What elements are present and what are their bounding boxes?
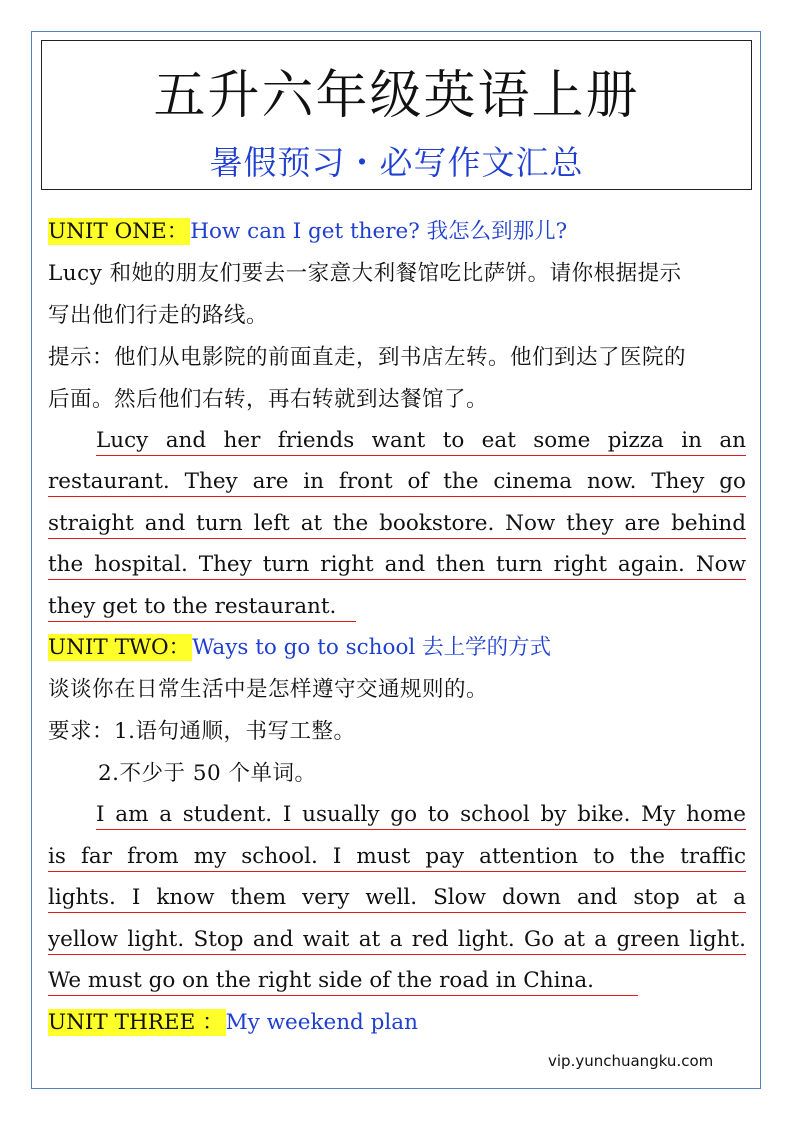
unit-two-prompt-line: 要求：1.语句通顺，书写工整。 [48,719,356,744]
page-subtitle: 暑假预习・必写作文汇总 [209,143,584,182]
page-title: 五升六年级英语上册 [153,66,640,126]
writing-rule [48,538,746,539]
writing-rule [48,954,746,955]
unit-two-essay-line: I am a student. I usually go to school by bike. My home [96,802,746,827]
unit-one-essay-line: the hospital. They turn right and then turn right again. Now [48,552,746,577]
unit-one-badge: UNIT ONE： [48,219,189,244]
writing-rule [96,455,746,456]
unit-one-prompt-line: 提示：他们从电影院的前面直走，到书店左转。他们到达了医院的 [48,345,687,370]
unit-two-prompt-line: 谈谈你在日常生活中是怎样遵守交通规则的。 [48,677,489,702]
unit-one-essay-line: Lucy and her friends want to eat some pizza in an [96,428,746,453]
watermark-url: vip.yunchuangku.com [548,1052,714,1070]
writing-rule [96,829,746,830]
unit-three-title: My weekend plan [225,1010,418,1035]
unit-three-heading-row [48,1008,746,1038]
unit-one-essay-line: straight and turn left at the bookstore. Now they are behind [48,511,746,536]
unit-two-badge: UNIT TWO： [48,635,191,660]
unit-one-essay-line: they get to the restaurant. [48,594,337,619]
title-box [41,40,752,190]
writing-rule [48,871,746,872]
unit-one-heading-row [48,217,746,247]
unit-one-prompt-line: 后面。然后他们右转，再右转就到达餐馆了。 [48,387,489,412]
unit-two-prompt-line: 2.不少于 50 个单词。 [98,761,317,786]
unit-two-title: Ways to go to school 去上学的方式 [192,635,552,660]
unit-two-essay-line: yellow light. Stop and wait at a red light. Go at a green light. [48,927,746,952]
writing-rule [48,579,746,580]
unit-two-heading-row [48,633,746,663]
unit-two-essay-line: We must go on the right side of the road in China. [48,968,594,993]
unit-one-essay-line: restaurant. They are in front of the cinema now. They go [48,469,746,494]
unit-three-badge: UNIT THREE ： [48,1010,224,1035]
unit-two-essay-line: is far from my school. I must pay attention to the traffic [48,844,746,869]
writing-rule [48,496,746,497]
unit-one-prompt-line: Lucy 和她的朋友们要去一家意大利餐馆吃比萨饼。请你根据提示 [48,261,682,286]
unit-one-title: How can I get there? 我怎么到那儿? [190,219,568,244]
unit-two-essay-line: lights. I know them very well. Slow down and stop at a [48,885,746,910]
writing-rule [48,912,746,913]
writing-rule [48,995,638,996]
writing-rule [48,621,356,622]
unit-one-prompt-line: 写出他们行走的路线。 [48,303,269,328]
